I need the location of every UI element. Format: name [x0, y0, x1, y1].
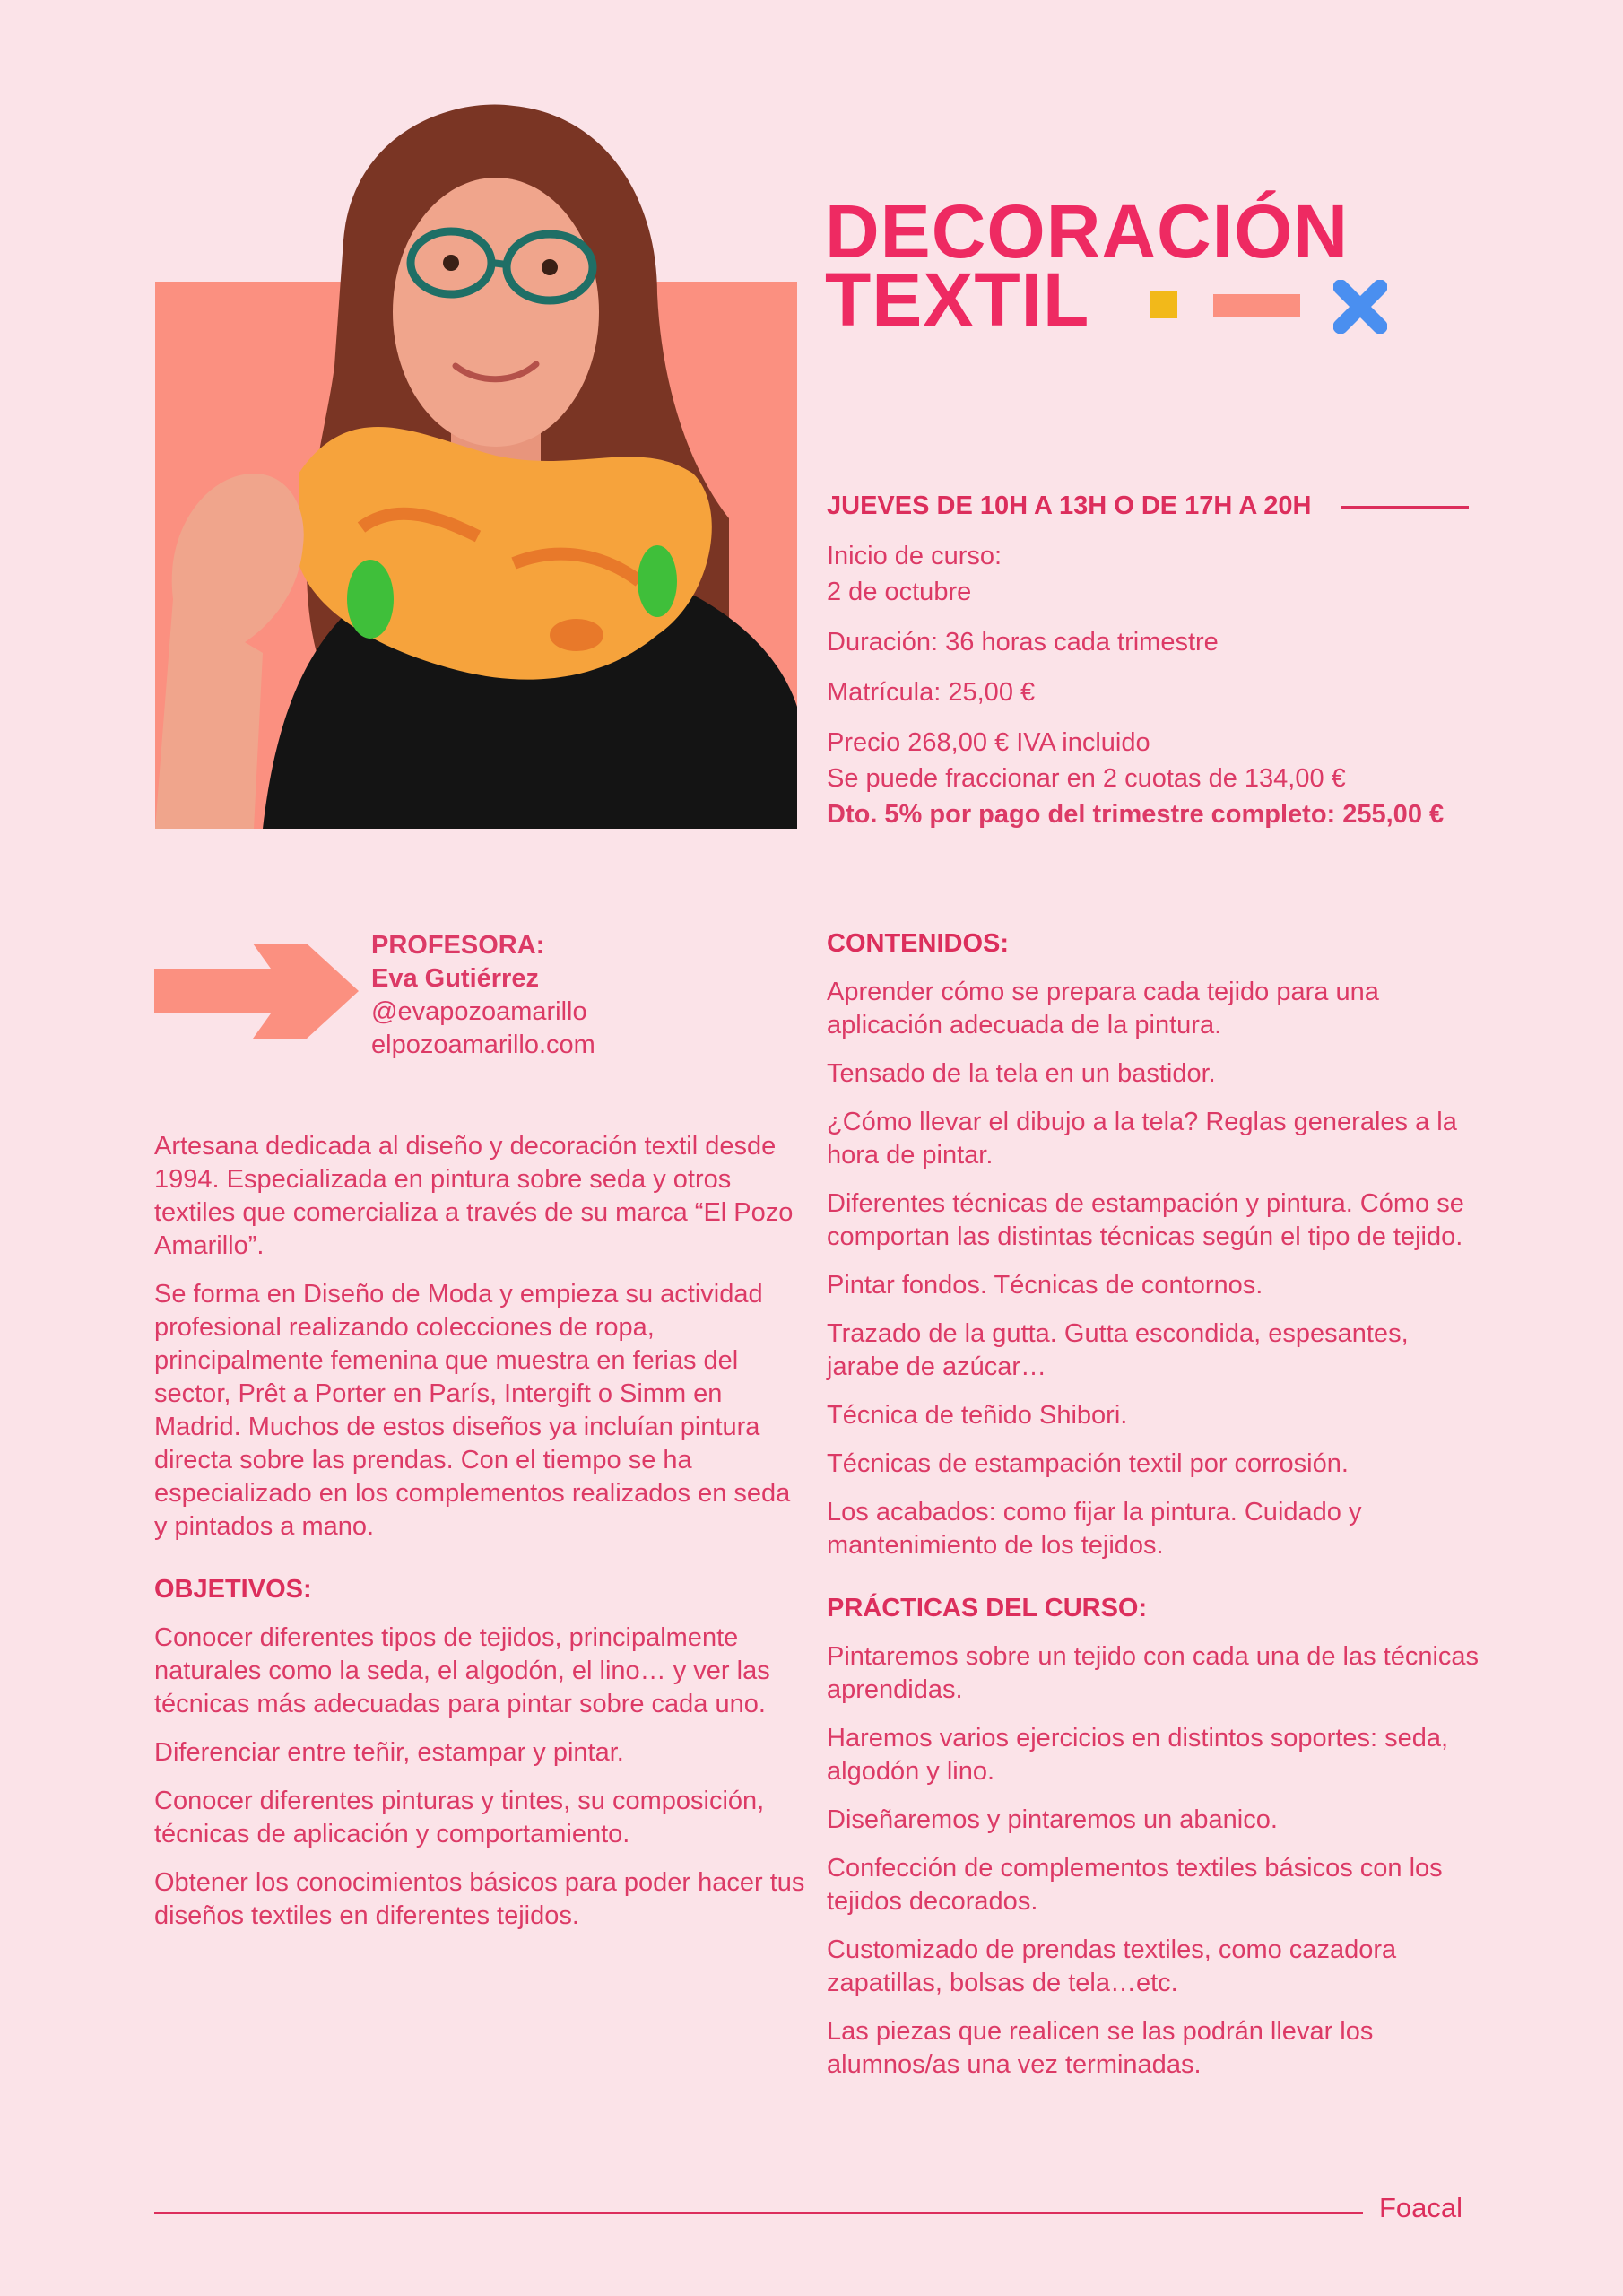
content-item: ¿Cómo llevar el dibujo a la tela? Reglas generales a la hora de pintar.	[827, 1108, 1457, 1170]
salmon-dash-icon	[1213, 294, 1300, 317]
content-item: Técnicas de estampación textil por corrosión.	[827, 1449, 1349, 1478]
course-title-line1: DECORACIÓN	[825, 189, 1350, 274]
footer-brand: Foacal	[1379, 2192, 1463, 2223]
practice-item: Confección de complementos textiles básicos con los tejidos decorados.	[827, 1854, 1443, 1916]
course-title-line2: TEXTIL	[825, 257, 1090, 342]
schedule-divider	[1341, 506, 1469, 509]
teacher-heading: PROFESORA:	[371, 931, 545, 960]
price: Precio 268,00 € IVA incluido	[827, 728, 1150, 757]
portrait-illustration	[155, 97, 797, 829]
teacher-website-link[interactable]: elpozoamarillo.com	[371, 1031, 595, 1059]
arrow-right-icon	[154, 944, 359, 1039]
start-label: Inicio de curso:	[827, 542, 1002, 570]
left-column	[154, 1130, 809, 1948]
content-item: Técnica de teñido Shibori.	[827, 1401, 1128, 1430]
schedule-heading: JUEVES DE 10H A 13H O DE 17H A 20H	[827, 491, 1312, 520]
duration: Duración: 36 horas cada trimestre	[827, 628, 1219, 657]
blue-cross-icon	[1333, 280, 1387, 334]
enrollment-fee: Matrícula: 25,00 €	[827, 678, 1036, 707]
teacher-instagram[interactable]: @evapozoamarillo	[371, 997, 587, 1026]
objective-item: Conocer diferentes tipos de tejidos, principalmente naturales como la seda, el algodón, el lino… y ver las técnicas más adecuadas para pintar sobre cada uno.	[154, 1623, 770, 1718]
practice-item: Pintaremos sobre un tejido con cada una de las técnicas aprendidas.	[827, 1642, 1480, 1704]
practice-item: Diseñaremos y pintaremos un abanico.	[827, 1805, 1278, 1834]
content-item: Diferentes técnicas de estampación y pintura. Cómo se comportan las distintas técnicas según el tipo de tejido.	[827, 1189, 1464, 1251]
content-item: Tensado de la tela en un bastidor.	[827, 1059, 1216, 1088]
content-item: Los acabados: como fijar la pintura. Cuidado y mantenimiento de los tejidos.	[827, 1498, 1362, 1560]
practice-item: Customizado de prendas textiles, como cazadora zapatillas, bolsas de tela…etc.	[827, 1935, 1397, 1997]
start-date: 2 de octubre	[827, 578, 972, 606]
teacher-name: Eva Gutiérrez	[371, 964, 539, 993]
objective-item: Diferenciar entre teñir, estampar y pintar.	[154, 1738, 624, 1767]
content-item: Pintar fondos. Técnicas de contornos.	[827, 1271, 1263, 1300]
contents-heading: CONTENIDOS:	[827, 929, 1009, 958]
bio-paragraph: Se forma en Diseño de Moda y empieza su actividad profesional realizando colecciones de ropa, principalmente femenina que muestra en ferias del sector, Prêt a Porter en París, Intergift o Simm en Madrid. Muchos de estos diseños ya incluían pintura directa sobre las prendas. Con el tiempo se ha especializado en los complementos realizados en seda y pintados a mano.	[154, 1280, 791, 1541]
objectives-heading: OBJETIVOS:	[154, 1575, 312, 1604]
discount: Dto. 5% por pago del trimestre completo: 255,00 €	[827, 800, 1445, 829]
bio-paragraph: Artesana dedicada al diseño y decoración textil desde 1994. Especializada en pintura sobre seda y otros textiles que comercializa a través de su marca “El Pozo Amarillo”.	[154, 1132, 794, 1260]
practice-item: Las piezas que realicen se las podrán llevar los alumnos/as una vez terminadas.	[827, 2017, 1374, 2079]
teacher-photo	[155, 97, 797, 829]
footer-divider	[154, 2212, 1363, 2214]
objective-item: Conocer diferentes pinturas y tintes, su composición, técnicas de aplicación y comportamiento.	[154, 1787, 765, 1848]
content-item: Trazado de la gutta. Gutta escondida, espesantes, jarabe de azúcar…	[827, 1319, 1409, 1381]
yellow-square-icon	[1150, 291, 1177, 318]
installments: Se puede fraccionar en 2 cuotas de 134,00 €	[827, 764, 1346, 793]
practices-heading: PRÁCTICAS DEL CURSO:	[827, 1594, 1148, 1622]
content-item: Aprender cómo se prepara cada tejido para una aplicación adecuada de la pintura.	[827, 978, 1379, 1039]
objective-item: Obtener los conocimientos básicos para poder hacer tus diseños textiles en diferentes tejidos.	[154, 1868, 805, 1930]
right-column	[827, 927, 1481, 2097]
practice-item: Haremos varios ejercicios en distintos soportes: seda, algodón y lino.	[827, 1724, 1449, 1786]
